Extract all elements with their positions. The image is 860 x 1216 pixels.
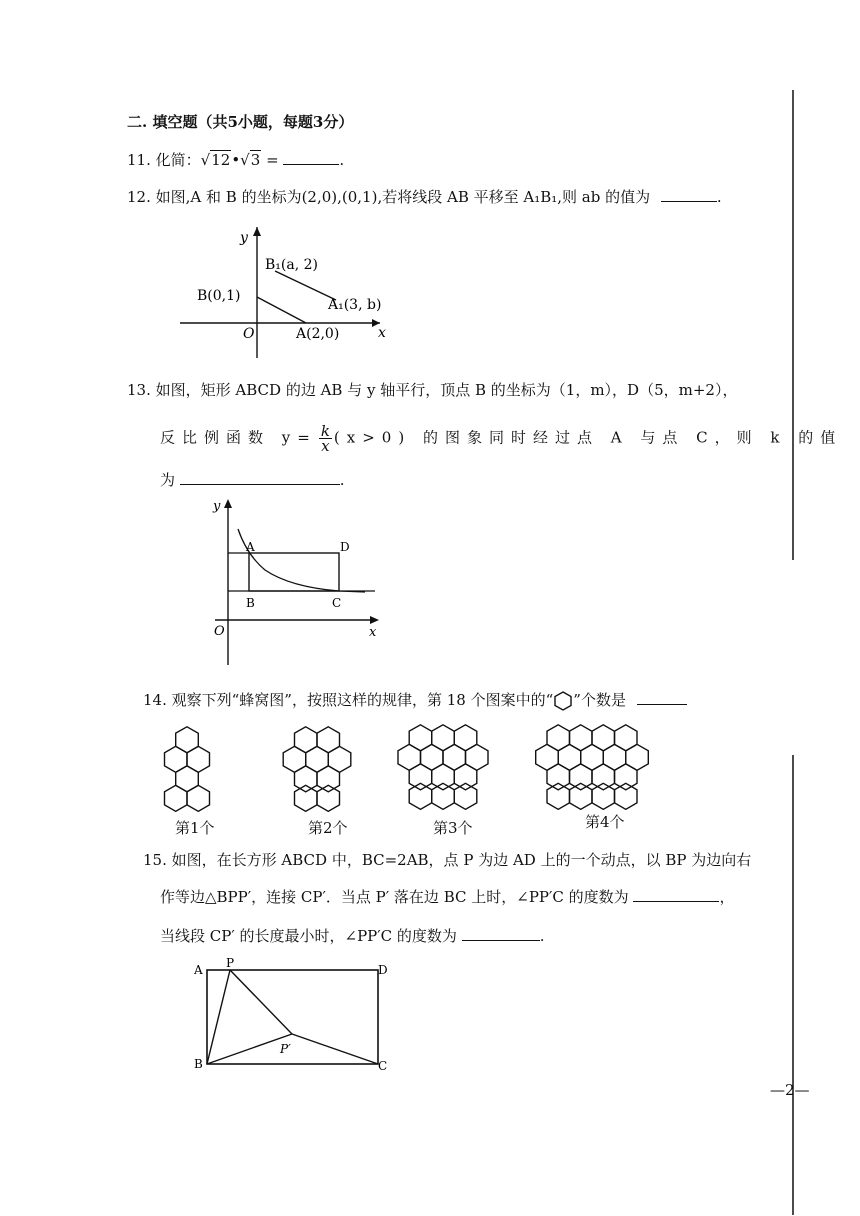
q11-number: 11. [127, 151, 151, 169]
question-13-line-3 [160, 470, 345, 490]
q14-number: 14. [143, 691, 167, 709]
question-15-line-2 [160, 887, 734, 907]
q12-axis-x: x [378, 325, 386, 341]
q13-origin: O [214, 624, 225, 639]
q13-axis-y: y [213, 499, 221, 514]
q12-text: 如图,A 和 B 的坐标为(2,0),(0,1),若将线段 AB 平移至 A₁B₁,则 ab 的值为 [155, 188, 651, 206]
margin-line-lower [790, 755, 796, 1215]
q11-radicand-1: 12 [211, 151, 231, 169]
q13-line-2a: 反比例函数 y= [160, 428, 317, 447]
question-13-line-2 [160, 424, 842, 453]
hexagon-cell [592, 764, 615, 790]
q12-end: . [716, 188, 722, 206]
q15-label-d: D [378, 963, 388, 977]
hexagon-cell [615, 783, 638, 809]
q15-line-3-end: . [539, 927, 545, 945]
q15-number: 15. [143, 851, 167, 869]
q12-number: 12. [127, 188, 151, 206]
q14-caption-1: 第1个 [175, 819, 215, 837]
q15-line-2: 作等边△BPP′，连接 CP′．当点 P′ 落在边 BC 上时，∠PP′C 的度数为 [160, 888, 629, 906]
hexagon-cell [592, 783, 615, 809]
hexagon-cell [570, 783, 593, 809]
q14-answer-blank[interactable] [637, 690, 687, 705]
q13-fraction-den: x [321, 437, 330, 455]
question-11 [127, 150, 344, 170]
q12-label-a: A(2,0) [296, 326, 340, 342]
q13-answer-blank[interactable] [180, 470, 340, 485]
question-15-line-1 [143, 850, 751, 870]
sqrt-icon: √ [200, 151, 211, 169]
q13-figure [205, 495, 385, 675]
q15-answer-blank-2[interactable] [462, 926, 540, 941]
q12-figure [180, 225, 400, 365]
q14-caption-3: 第3个 [433, 819, 473, 837]
q11-text: 化简： [155, 151, 201, 169]
question-14 [143, 690, 687, 711]
hexagon-cell [432, 764, 455, 790]
question-12 [127, 187, 722, 207]
section-title: 二. 填空题（共5小题，每题3分） [127, 113, 354, 131]
q12-axis-y: y [240, 230, 248, 246]
q15-label-a: A [194, 963, 203, 977]
q15-line-1: 如图，在长方形 ABCD 中，BC=2AB，点 P 为边 AD 上的一个动点，以 BP 为边向右 [171, 851, 752, 869]
hexagon-cell [409, 783, 432, 809]
q13-number: 13. [127, 381, 151, 399]
margin-line-upper [790, 90, 796, 570]
hexagon-cell [615, 764, 638, 790]
q15-label-p: P [226, 956, 235, 970]
q12-label-b: B(0,1) [197, 288, 241, 304]
hexagon-cell [454, 783, 477, 809]
hexagon-cell [570, 764, 593, 790]
hexagon-icon [553, 691, 573, 711]
hexagon-cell [547, 783, 570, 809]
q14-caption-4: 第4个 [585, 813, 625, 831]
hexagon-cell [432, 783, 455, 809]
hexagon-cell [317, 785, 340, 811]
q13-line-2b: (x>0) 的图象同时经过点 A 与点 C，则 k 的值 [333, 428, 843, 447]
q11-answer-blank[interactable] [283, 150, 339, 165]
hexagon-cell [409, 764, 432, 790]
question-13-line-1 [127, 380, 737, 400]
q13-end: . [339, 471, 345, 489]
q12-answer-blank[interactable] [661, 187, 717, 202]
q13-label-d: D [340, 540, 350, 554]
q15-label-pp: P′ [280, 1042, 291, 1056]
q14-hexagon-figures [150, 722, 670, 822]
question-15-line-3 [160, 926, 544, 946]
q13-axis-x: x [369, 625, 377, 640]
q15-figure [190, 958, 400, 1078]
hexagon-cell [165, 785, 188, 811]
q13-fraction-num: k [320, 422, 330, 440]
hexagon-cell [547, 764, 570, 790]
page-number: —2— [770, 1081, 810, 1099]
q13-line-1: 如图，矩形 ABCD 的边 AB 与 y 轴平行，顶点 B 的坐标为（1，m），D（5，m+2）， [155, 381, 738, 399]
q14-text-a: 观察下列“蜂窝图”，按照这样的规律，第 18 个图案中的“ [171, 691, 554, 709]
q11-equals: = [266, 151, 279, 169]
q15-line-2-end: ， [719, 888, 735, 906]
q15-label-b: B [194, 1057, 203, 1071]
q15-label-c: C [378, 1059, 388, 1073]
hexagon-cell [187, 785, 210, 811]
q12-label-a1: A₁(3, b) [328, 297, 382, 313]
q13-label-a: A [246, 540, 255, 554]
hexagon-cell [295, 785, 318, 811]
q12-label-b1: B₁(a, 2) [265, 257, 318, 273]
q12-origin: O [243, 326, 255, 342]
q11-radicand-2: 3 [250, 151, 261, 169]
sqrt-icon: √ [240, 151, 250, 169]
q14-caption-2: 第2个 [308, 819, 348, 837]
q13-label-c: C [332, 596, 342, 610]
q14-text-b: ”个数是 [573, 691, 626, 709]
q13-label-b: B [246, 596, 255, 610]
q11-dot: • [231, 151, 241, 169]
hexagon-cell [317, 766, 340, 792]
hexagon-cell [295, 766, 318, 792]
q13-fraction [319, 424, 332, 453]
q15-answer-blank-1[interactable] [633, 887, 719, 902]
q13-line-3: 为 [160, 471, 176, 489]
q15-line-3: 当线段 CP′ 的长度最小时，∠PP′C 的度数为 [160, 927, 457, 945]
hexagon-cell [454, 764, 477, 790]
q11-end: . [339, 151, 345, 169]
